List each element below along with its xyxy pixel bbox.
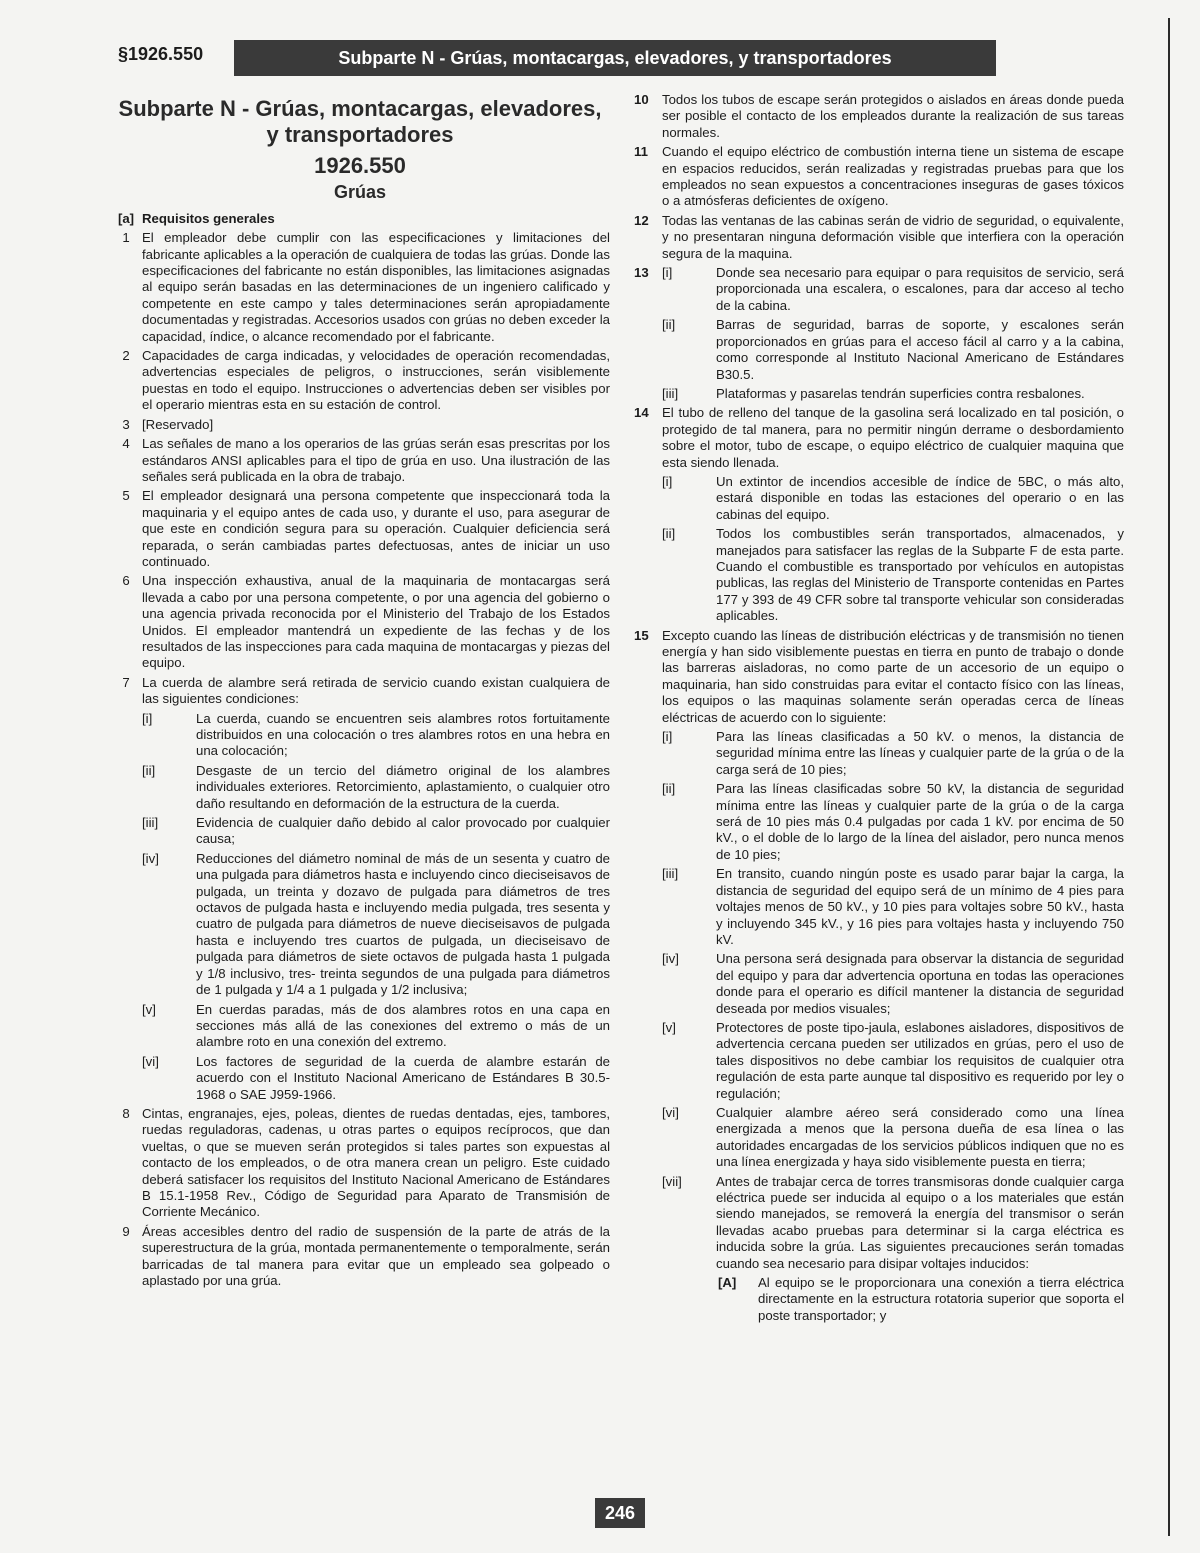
item-text: Capacidades de carga indicadas, y velocidades de operación recomendadas, advertencias especiales de peligros, o instrucciones, serán visiblemente puestas en todo el equipo. Instrucciones o advertencias deben ser visibles por el operario mientras esta en su estación de control. [142,348,610,413]
list-item [110,417,610,433]
sub-text: Plataformas y pasarelas tendrán superficies contra resbalones. [716,385,1085,401]
list-item [110,230,610,345]
sub-label: [iii] [662,385,679,401]
item-text: Todos los tubos de escape serán protegidos o aislados en áreas donde pueda ser posible el contacto de los empleados durante la realización de sus tareas normales. [662,92,1124,140]
sub-item [634,781,1124,863]
sub-label: [iii] [142,815,159,831]
sub-item [634,474,1124,523]
header-banner [234,40,996,76]
item-text: Cuando el equipo eléctrico de combustión interna tiene un sistema de escape en espacios reducidos, serán realizadas y registradas pruebas para que los empleados no sean expuestos a concentraciones inseguras de gases tóxicos o a atmósferas deficientes de oxígeno. [662,144,1124,209]
sub-label: [i] [142,710,153,726]
sub-item [110,763,610,812]
sub-item [110,1054,610,1103]
sub-label: [ii] [662,317,676,333]
list-item [110,1106,610,1221]
sub-label: [vi] [142,1053,159,1069]
sub-item [634,1020,1124,1102]
sub-sub-text: Al equipo se le proporcionara una conexión a tierra eléctrica directamente en la estructura rotatoria superior que soporta el poste transportador; y [758,1275,1124,1323]
list-item [634,92,1124,141]
sub-text: Los factores de seguridad de la cuerda de alambre estarán de acuerdo con el Instituto Nacional Americano de Estándares B 30.5-1968 o SAE J959-1966. [196,1053,610,1102]
sub-text: Todos los combustibles serán transportados, almacenados, y manejados para satisfacer las reglas de la Subparte F de esta parte. Cuando el combustible es transportado por vehículos en autopistas publicas, las reglas del Ministerio de Transporte contenidas en Partes 177 y 393 de 49 CFR sobre tal transporte vehicular son consideradas aplicables. [716,526,1124,624]
sub-item [110,815,610,848]
sub-item [634,729,1124,778]
item-number: 8 [122,1105,130,1121]
list-item [634,405,1124,471]
list-item [110,436,610,485]
sub-label: [v] [662,1019,676,1035]
section-name: Grúas [333,182,387,203]
item-text: Excepto cuando las líneas de distribución eléctricas y de transmisión no tienen energía y han sido visiblemente puestas en tierra en punto de trabajo o donde las barreras aisladoras, no como parte de un accesorio de un equipo o maquinaria, han sido construidas para evitar el contacto físico con las líneas, los equipos o las maquinas solamente serán operadas cerca de líneas eléctricas de acuerdo con lo siguiente: [662,627,1124,725]
list-item [634,144,1124,210]
item-number: 9 [122,1223,130,1239]
sub-item [634,526,1124,624]
sub-label: [i] [662,473,673,489]
sub-label: [iv] [662,951,679,967]
item-text: El tubo de relleno del tanque de la gasolina será localizado en tal posición, o protegido de tal manera, para no permitir ningún derrame o desbordamiento sobre el motor, tubo de escape, o equipo eléctrico de cualquier maquina que esta siendo llenada. [662,405,1124,470]
sub-label: [vii] [662,1173,682,1189]
item-number: 15 [634,627,649,643]
sub-item [634,1174,1124,1272]
sub-text: Una persona será designada para observar la distancia de seguridad del equipo y para dar advertencia oportuna en todas las operaciones donde para el operario es difícil mantener la distancia de seguridad deseada por medios visuales; [716,951,1124,1016]
paragraph-a-heading [110,211,610,227]
sub-text: Para las líneas clasificadas sobre 50 kV, la distancia de seguridad mínima entre las líneas y cualquier parte de la grúa o de la carga será de 10 pies más 0.4 pulgadas por cada 1 kV. por encima de 50 kV., o el doble de lo largo de la línea del aislador, pero nunca menos de 10 pies; [716,781,1124,862]
list-item [634,628,1124,726]
item-text: Una inspección exhaustiva, anual de la maquinaria de montacargas será llevada a cabo por una persona competente, o por una agencia del gobierno o una agencia privada reconocida por el Ministerio del Trabajo de los Estados Unidos. El empleador mantendrá un expediente de las fechas y de los resultados de las inspecciones para cada maquina de montacargas y piezas del equipo. [142,573,610,671]
list-item [110,348,610,414]
section-reference: §1926.550 [118,44,204,64]
item-text: Las señales de mano a los operarios de las grúas serán esas prescritas por los estándaros ANSI aplicables para el tipo de grúa en uso. Una ilustración de las señales será publicada en la obra de trabajo. [142,436,610,484]
item-number: 6 [122,573,130,589]
item-text: La cuerda de alambre será retirada de servicio cuando existan cualquiera de las siguientes condiciones: [142,674,610,707]
sub-label: [v] [142,1001,156,1017]
item-number: 11 [634,144,648,160]
item-number: 12 [634,212,649,228]
sub-label: [i] [662,729,673,745]
sub-label: [ii] [662,526,676,542]
sub-text: Evidencia de cualquier daño debido al calor provocado por cualquier causa; [196,815,610,847]
item-number: 14 [634,405,649,421]
item-number: 1 [122,230,130,246]
item-number: 10 [634,92,649,107]
sub-label: [ii] [142,762,156,778]
sub-item [634,386,1124,402]
left-column [110,92,610,1292]
sub-item [634,866,1124,948]
sub-item [110,1002,610,1051]
margin-rule [1168,18,1170,1536]
list-item [634,213,1124,262]
item-text: El empleador debe cumplir con las especificaciones y limitaciones del fabricante aplicables a la operación de cualquiera de todas las grúas. Donde las especificaciones del fabricante no están disponibles, las limitaciones asignadas al equipo serán basadas en las determinaciones de un ingeniero calificado y competente en este campo y tales determinaciones serán apropiadamente documentadas y registradas. Accesorios usados con grúas no deben exceder la capacidad, índice, o alcance recomendado por el fabricante. [142,230,610,344]
paragraph-heading: Requisitos generales [142,210,275,226]
sub-item [634,951,1124,1017]
item-number: 5 [122,488,130,504]
sub-text: En cuerdas paradas, más de dos alambres rotos en una capa en secciones más allá de las conexiones del extremo o más de un alambre roto en una conexión del extremo. [196,1001,610,1050]
sub-label: [iv] [142,850,159,866]
sub-text: Reducciones del diámetro nominal de más de un sesenta y cuatro de una pulgada para diámetros hasta e incluyendo cinco dieciseisavos de pulgada, un treinta y dozavo de pulgada para diámetros de tres octavos de pulgada hasta e incluyendo media pulgada, tres sesenta y cuatro de pulgada para diámetros de nueve dieciseisavos de pulgada hasta e incluyendo tres cuartos de pulgada, un dieciseisavo de pulgada para diámetros de siete octavos de pulgada hasta 1 pulgada y 1/8 inclusivo, tres- treinta segundos de una pulgada para diámetros de 1 pulgada y 1/4 a 1 pulgada y 1/2 inclusiva; [196,850,610,998]
list-item [110,675,610,708]
sub-sub-label: [A] [718,1275,737,1291]
item-text: Áreas accesibles dentro del radio de suspensión de la parte de atrás de la superestructura de la grúa, montada permanentemente o temporalmente, serán barricadas de tal manera para evitar que un empleado sea golpeado o aplastado por una grúa. [142,1223,610,1288]
item-text: Cintas, engranajes, ejes, poleas, dientes de ruedas dentadas, ejes, tambores, ruedas reguladoras, cadenas, u otras partes o equipos recíprocos, que dan vueltas, o que se mueven serán protegidos si tales partes son expuestas al contacto de los empleados, o de otra manera crean un peligro. Este cuidado deberá satisfacer los requisitos del Instituto Nacional Americano de Estándares B 15.1-1958 Rev., Código de Seguridad para Aparato de Transmisión de Corriente Mecánico. [142,1105,610,1220]
sub-text: Donde sea necesario para equipar o para requisitos de servicio, será proporcionada una escalera, o escalones, para dar acceso al techo de la cabina. [716,265,1124,313]
item-number: 3 [122,416,130,432]
sub-item [634,317,1124,383]
sub-text: Antes de trabajar cerca de torres transmisoras donde cualquier carga eléctrica puede ser inducida al equipo o a los materiales que están siendo manejados, se removerá la energía del transmisor o serán llevadas acabo pruebas para determinar si la carga eléctrica es inducida sobre la grúa. Las siguientes precauciones serán tomadas cuando sea necesario para disipar voltajes inducidos: [716,1173,1124,1271]
sub-text: Cualquier alambre aéreo será considerado como una línea energizada a menos que la persona dueña de esa línea o las autoridades encargadas de los servicios públicos indiquen que no es una línea energizada y haya sido visiblemente puesta en tierra; [716,1104,1124,1170]
item-text: Todas las ventanas de las cabinas serán de vidrio de seguridad, o equivalente, y no presentaran ninguna deformación visible que interfiera con la operación segura de la maquina. [662,212,1124,261]
section-number: 1926.550 [314,153,406,178]
sub-label: [ii] [662,781,676,797]
item-number: 4 [122,436,130,452]
sub-text: Para las líneas clasificadas a 50 kV. o menos, la distancia de seguridad mínima entre las líneas y cualquier parte de la grúa o de la carga será de 10 pies; [716,729,1124,777]
list-item [634,265,1124,314]
sub-text: Barras de seguridad, barras de soporte, y escalones serán proporcionados en grúas para el acceso fácil al carro y a la cabina, como corresponde al Instituto Nacional Americano de Estándares B30.5. [716,317,1124,382]
list-item [110,573,610,671]
sub-sub-item [634,1275,1124,1324]
sub-label: [iii] [662,866,679,882]
sub-text: Desgaste de un tercio del diámetro original de los alambres individuales exteriores. Retorcimiento, aplastamiento, o cualquier otro daño resultando en deformación de la estructura de la cuerda. [196,762,610,811]
sub-label: [vi] [662,1104,679,1120]
sub-label: [i] [662,265,673,281]
sub-item [110,851,610,999]
item-text: El empleador designará una persona competente que inspeccionará toda la maquinaria y el equipo antes de cada uso, y durante el uso, para asegurar de que este en condición segura para su operación. Cualquier deficiencia será reparada, o serán cambiadas partes defectuosas, antes de iniciar un uso continuado. [142,488,610,569]
item-number: 7 [122,674,130,690]
item-number: 2 [122,348,130,364]
right-column [634,92,1124,1327]
subpart-title: Subparte N - Grúas, montacargas, elevadores, y transportadores [118,96,602,147]
sub-text: En transito, cuando ningún poste es usado parar bajar la carga, la distancia de seguridad del equipo será de un mínimo de 4 pies para voltajes menos de 50 kV., y 10 pies para voltajes sobre 50 kV., hasta y incluyendo 345 kV., y 16 pies para voltajes hasta y incluyendo 750 kV. [716,866,1124,947]
sub-text: Un extintor de incendios accesible de índice de 5BC, o más alto, estará disponible en todas las estaciones del operario o en las cabinas del equipo. [716,473,1124,522]
list-item [110,488,610,570]
page-number: 246 [595,1498,645,1528]
item-number: 13 [634,265,649,281]
sub-text: La cuerda, cuando se encuentren seis alambres rotos fortuitamente distribuidos en una colocación o tres alambres rotos en una hebra en una colocación; [196,710,610,759]
list-item [110,1224,610,1290]
sub-item [634,1105,1124,1171]
paragraph-label: [a] [117,210,135,226]
sub-item [110,711,610,760]
sub-text: Protectores de poste tipo-jaula, eslabones aisladores, dispositivos de advertencia cercana pueden ser utilizados en grúas, pero el uso de tales dispositivos no debe cambiar los requisitos de cualquier otra regulación de esta parte aunque tal dispositivo es requerido por ley o regulación; [716,1019,1124,1101]
item-text: [Reservado] [142,416,214,432]
banner-text: Subparte N - Grúas, montacargas, elevadores, y transportadores [338,47,892,68]
